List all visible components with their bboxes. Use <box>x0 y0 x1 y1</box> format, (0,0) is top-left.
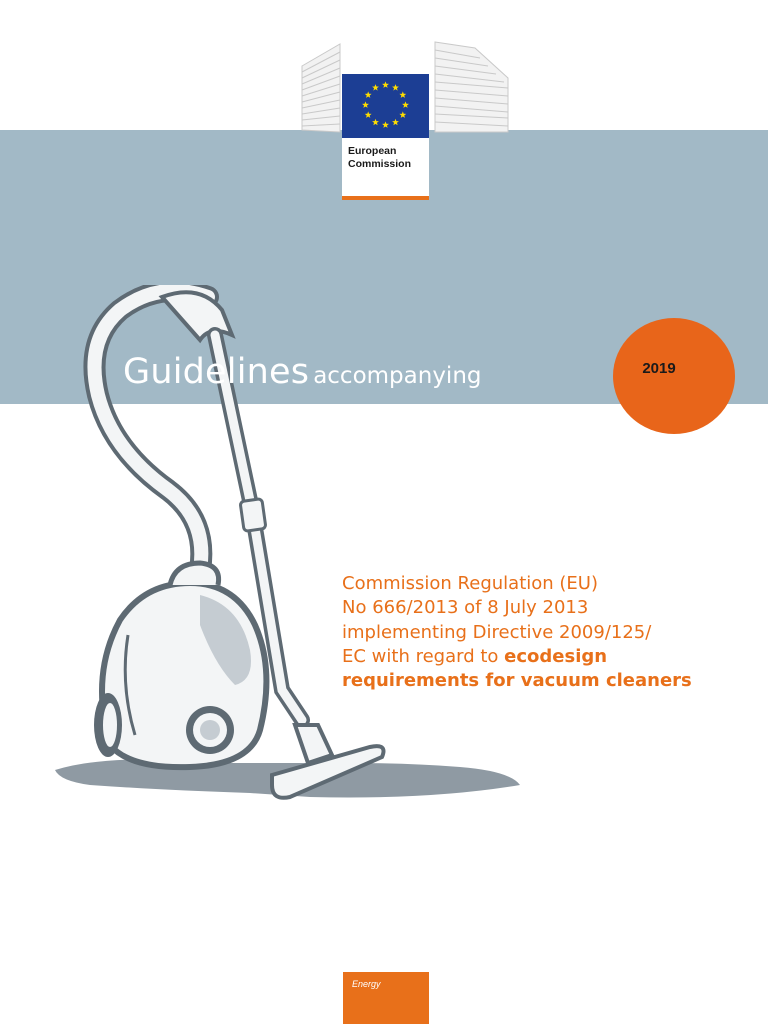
subtitle-line-1: Commission Regulation (EU) <box>342 573 598 594</box>
eu-star-icon <box>399 91 406 98</box>
logo-accent-bar <box>342 196 429 200</box>
eu-star-icon <box>365 91 372 98</box>
eu-star-icon <box>372 119 379 126</box>
subtitle-line-4-regular: EC with regard to <box>342 645 505 667</box>
subtitle-line-5: requirements for vacuum cleaners <box>342 670 692 692</box>
subtitle-line-3: implementing Directive 2009/125/ <box>342 621 652 643</box>
year-badge <box>613 318 735 434</box>
european-commission-logo <box>300 38 530 170</box>
subtitle-line-2: No 666/2013 of 8 July 2013 <box>342 597 589 619</box>
logo-box <box>342 74 429 200</box>
document-subtitle <box>342 572 752 693</box>
document-title <box>123 352 482 392</box>
energy-label: Energy <box>352 979 381 989</box>
eu-star-icon <box>362 101 369 108</box>
subtitle-line-4-bold: ecodesign <box>504 645 608 667</box>
eu-star-icon <box>399 111 406 118</box>
eu-star-icon <box>365 111 372 118</box>
year-text: 2019 <box>642 360 676 377</box>
eu-star-icon <box>392 84 399 91</box>
eu-flag-icon <box>342 74 429 138</box>
title-main: Guidelines <box>123 352 310 392</box>
title-secondary: accompanying <box>313 363 482 389</box>
eu-star-icon <box>402 101 409 108</box>
subtitle-line-4 <box>342 645 752 669</box>
logo-line-2: Commission <box>348 157 412 170</box>
eu-star-icon <box>382 121 389 128</box>
logo-text <box>348 145 411 170</box>
logo-line-1: European <box>348 145 397 157</box>
eu-star-icon <box>372 84 379 91</box>
eu-star-icon <box>392 119 399 126</box>
eu-star-icon <box>382 81 389 88</box>
energy-tab <box>343 972 429 1024</box>
